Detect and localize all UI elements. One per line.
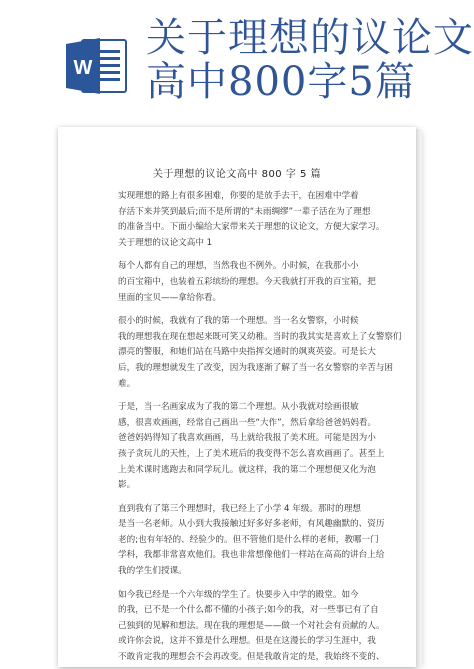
text-line: 存活下来并笑到最后;而不是所谓的“未雨绸缪”一辈子活在为了理想 [118,206,371,217]
word-icon [64,34,128,98]
text-line: 上美术课时逃跑去和同学玩儿。就这样，我的第二个理想便又化为泡 [118,464,376,475]
text-line: 于是，当一名画家成为了我的第二个理想。从小我就对绘画很敏 [118,402,359,413]
title-line-2: 高中800字5篇 [146,59,416,105]
text-line: 是当一名老师。从小到大我接触过好多好多老师，有风趣幽默的、资历 [118,519,385,530]
text-line: 老的;也有年轻的、经验少的。但不管他们是什么样的老师，教哪一门 [118,534,379,545]
text-line: 很小的时候，我就有了我的第一个理想。当一名女警察，小时候 [118,316,359,327]
text-line: 影。 [118,480,136,491]
text-line: 关于理想的议论文高中 1 [118,237,213,248]
text-line: 每个人都有自己的理想，当然我也不例外。小时候，在我那小小 [118,261,359,272]
text-line: 的百宝箱中，也装着五彩缤纷的理想。今天我就打开我的百宝箱，把 [118,276,376,287]
text-line: 后，我的理想就发生了改变，因为我逐渐了解了当一名女警察的辛苦与困 [118,362,394,373]
page-title [146,15,474,105]
document-page [58,127,416,667]
paragraph-gap [118,392,372,400]
text-line: 己独到的见解和想法。现在我的理想是——做一个对社会有贡献的人。 [118,620,385,631]
svg-text:W: W [73,57,93,79]
paragraph-gap [118,494,372,502]
text-line: 孩子贪玩儿的天性，上了美术班后的我变得不怎么喜欢画画了。甚至上 [118,448,385,459]
paragraph-gap [118,580,372,588]
text-line: 不敢肯定我的理想会不会再改变。但是我敢肯定的是，我始终不变的、 [118,652,385,663]
text-line: 爸爸妈妈得知了我喜欢画画，马上就给我报了美术班。可能是因为小 [118,433,376,444]
text-line: 如今我已经是一个六年级的学生了。快要步入中学的殿堂。如今 [118,589,359,600]
text-line: 学科，我都非常喜欢他们。我也非常想像他们一样站在高高的讲台上给 [118,550,385,561]
text-line: 里面的宝贝——拿给你看。 [118,292,222,303]
text-line: 的准备当中。下面小编给大家带来关于理想的议论文，方便大家学习。 [118,222,385,233]
text-line: 或许你会说，这并不算是什么理想。但是在这漫长的学习生涯中，我 [118,636,376,647]
text-line: 感，很喜欢画画，经常自己画出一些“大作”，然后拿给爸爸妈妈看。 [118,417,377,428]
paragraph-gap [118,251,372,259]
text-line: 难。 [118,378,136,389]
text-line: 漂亮的警服，和她们站在马路中央指挥交通时的飒爽英姿。可是长大 [118,347,376,358]
text-line: 实现理想的路上有很多困难，你要的是放手去干，在困难中学着 [118,191,359,201]
document-body [118,189,402,666]
banner-header [0,0,474,118]
text-line: 的我，已不是一个什么都不懂的小孩子;如今的我，对一些事已有了自 [118,605,379,616]
document-title: 关于理想的议论文高中 800 字 5 篇 [152,169,322,180]
text-line: 我的学生们授课。 [118,566,187,577]
paragraph-gap [118,306,372,314]
text-line: 我的理想我在现在想起来既可笑又幼稚。当时的我其实是喜欢上了女警察们 [118,331,402,342]
text-line: 直到我有了第三个理想时，我已经上了小学 4 年级。那时的理想 [118,503,361,514]
title-line-1: 关于理想的议论文 [146,15,474,61]
